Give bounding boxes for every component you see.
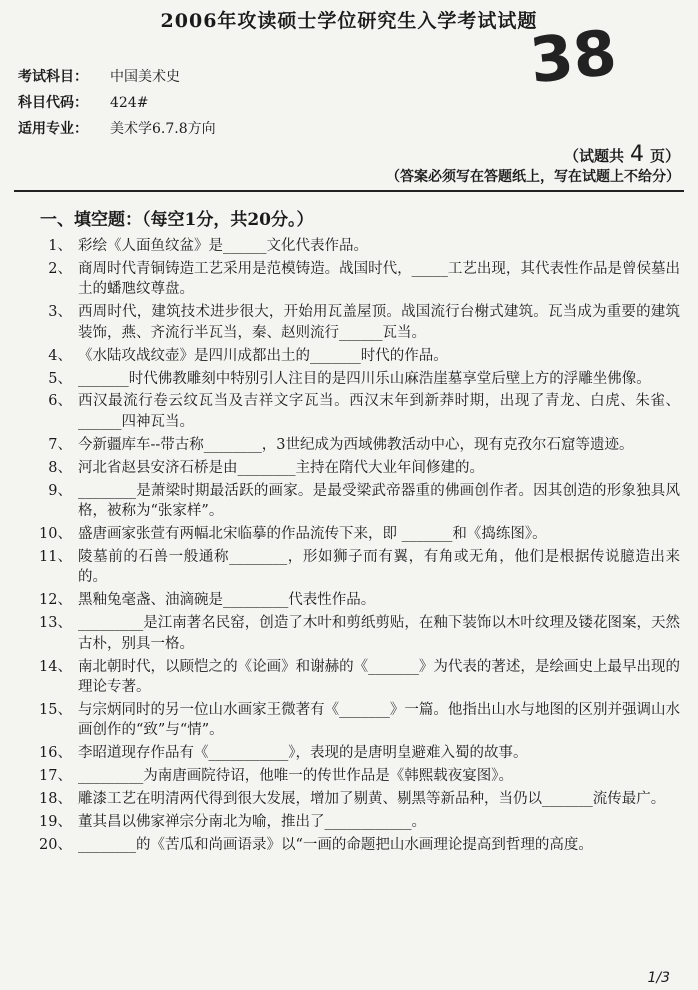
question-item	[30, 524, 680, 545]
exam-title: 2006年攻读硕士学位研究生入学考试试题	[160, 10, 538, 32]
question-text: 河北省赵县安济石桥是由________主持在隋代大业年间修建的。	[78, 459, 484, 476]
question-text: 彩绘《人面鱼纹盆》是______文化代表作品。	[78, 238, 368, 254]
question-item	[30, 766, 680, 787]
major-row	[18, 118, 216, 138]
question-item	[30, 236, 680, 257]
question-number: 17、	[39, 768, 72, 785]
question-text: 雕漆工艺在明清两代得到很大发展，增加了剔黄、剔黑等新品种，当仍以_______流传最广。	[78, 791, 666, 808]
question-number: 19、	[39, 814, 72, 831]
question-item	[30, 657, 680, 698]
question-item	[30, 835, 680, 856]
subject-value: 中国美术史	[110, 69, 180, 85]
page-count	[564, 142, 680, 167]
handwritten-number: 38	[526, 15, 620, 98]
question-text: 董其昌以佛家禅宗分南北为喻，推出了____________。	[78, 814, 426, 831]
question-text: 黑釉兔毫盏、油滴碗是_________代表性作品。	[78, 592, 376, 609]
question-text: 西周时代，建筑技术进步很大，开始用瓦盖屋顶。战国流行台榭式建筑。瓦当成为重要的建筑装饰，燕、齐流行半瓦当，秦、赵则流行______瓦当。	[78, 304, 680, 341]
question-item	[30, 789, 680, 810]
question-number: 1、	[48, 238, 72, 254]
question-number: 15、	[39, 701, 72, 718]
question-text: _______时代佛教雕刻中特别引人注目的是四川乐山麻浩崖墓享堂后壁上方的浮雕坐佛像。	[78, 370, 651, 387]
question-item	[30, 391, 680, 432]
question-text: 盛唐画家张萱有两幅北宋临摹的作品流传下来，即 _______和《捣练图》。	[78, 526, 547, 543]
major-label: 适用专业：	[18, 121, 88, 137]
code-label: 科目代码：	[18, 95, 88, 111]
pages-count: 4	[629, 142, 644, 167]
question-list	[30, 236, 680, 858]
question-number: 18、	[39, 791, 72, 808]
question-item	[30, 743, 680, 764]
question-text: 商周时代青铜铸造工艺采用是范模铸造。战国时代，_____工艺出现，其代表性作品是曾侯墓出土的蟠虺纹尊盘。	[78, 260, 680, 298]
section-heading: 一、填空题：（每空1分，共20分。）	[40, 210, 314, 230]
pages-suffix: 页）	[649, 147, 680, 165]
subject-row	[18, 66, 180, 86]
divider	[14, 190, 684, 192]
question-text: 陵墓前的石兽一般通称________，形如狮子而有翼，有角或无角，他们是根据传说臆造出来的。	[78, 548, 680, 586]
page-mark: 1/3	[647, 970, 670, 986]
question-number: 8、	[48, 459, 72, 476]
question-text: 李昭道现存作品有《___________》，表现的是唐明皇避难入蜀的故事。	[78, 745, 528, 762]
question-number: 12、	[39, 592, 72, 609]
code-value: 424#	[110, 95, 149, 111]
question-item	[30, 369, 680, 390]
question-item	[30, 458, 680, 479]
question-text: 《水陆攻战纹壶》是四川成都出土的_______时代的作品。	[78, 347, 448, 364]
question-text: ________的《苦瓜和尚画语录》以“一画的命题把山水画理论提高到哲理的高度。	[78, 836, 593, 853]
question-number: 13、	[39, 615, 72, 632]
question-number: 4、	[48, 347, 72, 364]
question-item	[30, 700, 680, 741]
question-item	[30, 613, 680, 654]
question-number: 6、	[48, 393, 72, 410]
question-number: 16、	[39, 745, 72, 762]
major-value: 美术学6.7.8方向	[110, 121, 216, 137]
question-number: 5、	[48, 370, 72, 387]
question-number: 20、	[39, 836, 72, 853]
question-item	[30, 435, 680, 456]
question-text: 与宗炳同时的另一位山水画家王微著有《_______》一篇。他指出山水与地图的区别并强调山水画创作的“致”与“情”。	[78, 701, 680, 739]
answer-notice: （答案必须写在答题纸上，写在试题上不给分）	[386, 169, 680, 185]
question-item	[30, 812, 680, 833]
question-item	[30, 547, 680, 588]
question-text: 今新疆库车--带古称________，3世纪成为西域佛教活动中心，现有克孜尔石窟等遗迹。	[78, 436, 634, 453]
subject-label: 考试科目：	[18, 69, 88, 85]
question-text: _________是江南著名民窑，创造了木叶和剪纸剪贴，在釉下装饰以木叶纹理及镂花图案，天然古朴，别具一格。	[78, 615, 680, 652]
question-number: 3、	[48, 304, 72, 321]
question-number: 7、	[48, 436, 72, 453]
question-text: 南北朝时代，以顾恺之的《论画》和谢赫的《_______》为代表的著述，是绘画史上最早出现的理论专著。	[78, 658, 680, 696]
question-item	[30, 481, 680, 522]
question-number: 2、	[48, 260, 72, 277]
question-item	[30, 590, 680, 611]
question-number: 14、	[39, 658, 72, 675]
question-item	[30, 346, 680, 367]
question-item	[30, 302, 680, 343]
code-row	[18, 92, 148, 112]
question-text: _________为南唐画院待诏，他唯一的传世作品是《韩熙载夜宴图》。	[78, 768, 513, 785]
pages-prefix: （试题共	[563, 147, 624, 165]
question-text: ________是萧梁时期最活跃的画家。是最受梁武帝器重的佛画创作者。因其创造的形象独具风格，被称为“张家样”。	[78, 482, 680, 520]
question-item	[30, 259, 680, 300]
question-number: 9、	[48, 482, 72, 499]
question-text: 西汉最流行卷云纹瓦当及吉祥文字瓦当。西汉末年到新莽时期，出现了青龙、白虎、朱雀、______四神瓦当。	[78, 393, 680, 430]
question-number: 10、	[39, 526, 72, 543]
question-number: 11、	[39, 548, 72, 565]
